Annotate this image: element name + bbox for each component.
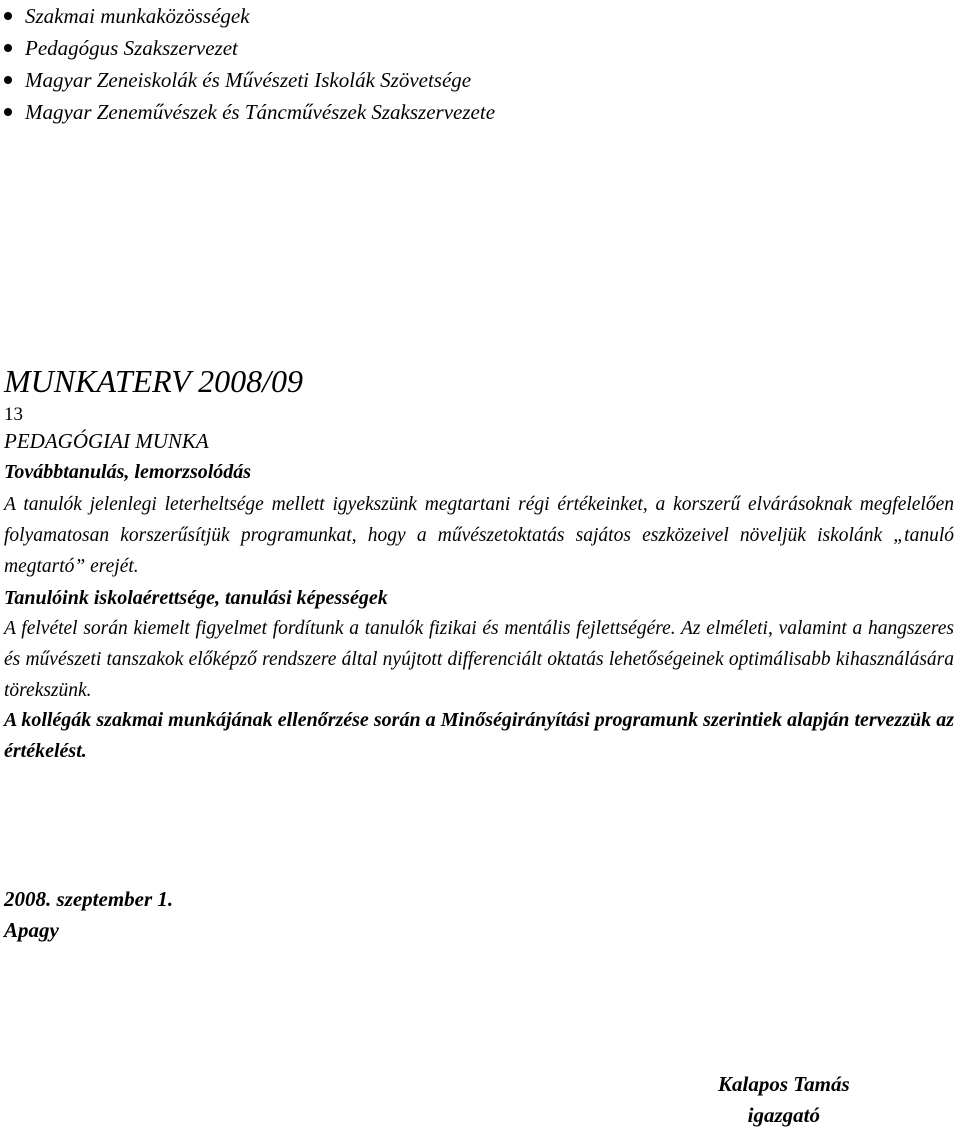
signature-role: igazgató bbox=[747, 1103, 820, 1127]
page-number: 13 bbox=[4, 404, 23, 425]
list-item bbox=[0, 0, 495, 32]
list-item-text: Magyar Zeneiskolák és Művészeti Iskolák Szövetsége bbox=[25, 68, 472, 92]
list-item bbox=[0, 96, 495, 128]
document-title: MUNKATERV 2008/09 bbox=[4, 363, 303, 399]
evaluation-note: A kollégák szakmai munkájának ellenőrzése során a Minőségirányítási programunk szerintiek alapján tervezzük az értékelést. bbox=[4, 709, 954, 762]
organization-list bbox=[0, 0, 495, 128]
school-readiness-paragraph: A felvétel során kiemelt figyelmet fordítunk a tanulók fizikai és mentális fejlettségére. Az elméleti, valamint a hangszeres és művészeti tanszakok előképző rendszere által nyújtott differenciált oktatás lehetőségeinek optimálisabb kihasználására törekszünk. bbox=[4, 618, 954, 701]
school-readiness-heading: Tanulóink iskolaérettsége, tanulási képességek bbox=[4, 587, 388, 609]
signature-name: Kalapos Tamás bbox=[718, 1072, 850, 1096]
list-item-text: Pedagógus Szakszervezet bbox=[25, 36, 238, 60]
section-title: PEDAGÓGIAI MUNKA bbox=[4, 429, 209, 453]
list-item bbox=[0, 64, 495, 96]
bullet-icon bbox=[4, 76, 12, 84]
document-date: 2008. szeptember 1. bbox=[4, 887, 174, 911]
further-education-heading: Továbbtanulás, lemorzsolódás bbox=[4, 461, 252, 483]
bullet-icon bbox=[4, 44, 12, 52]
signature-block bbox=[718, 1069, 850, 1131]
bullet-icon bbox=[4, 12, 12, 20]
bullet-icon bbox=[4, 108, 12, 116]
list-item bbox=[0, 32, 495, 64]
document-place: Apagy bbox=[4, 918, 59, 942]
list-item-text: Magyar Zeneművészek és Táncművészek Szakszervezete bbox=[25, 100, 496, 124]
further-education-paragraph: A tanulók jelenlegi leterheltsége mellett igyekszünk megtartani régi értékeinket, a korszerű elvárásoknak megfelelően folyamatosan korszerűsítjük programunkat, hogy a művészetoktatás sajátos eszközeivel növeljük iskolánk „tanuló megtartó” erejét. bbox=[4, 494, 954, 577]
list-item-text: Szakmai munkaközösségek bbox=[25, 4, 250, 28]
